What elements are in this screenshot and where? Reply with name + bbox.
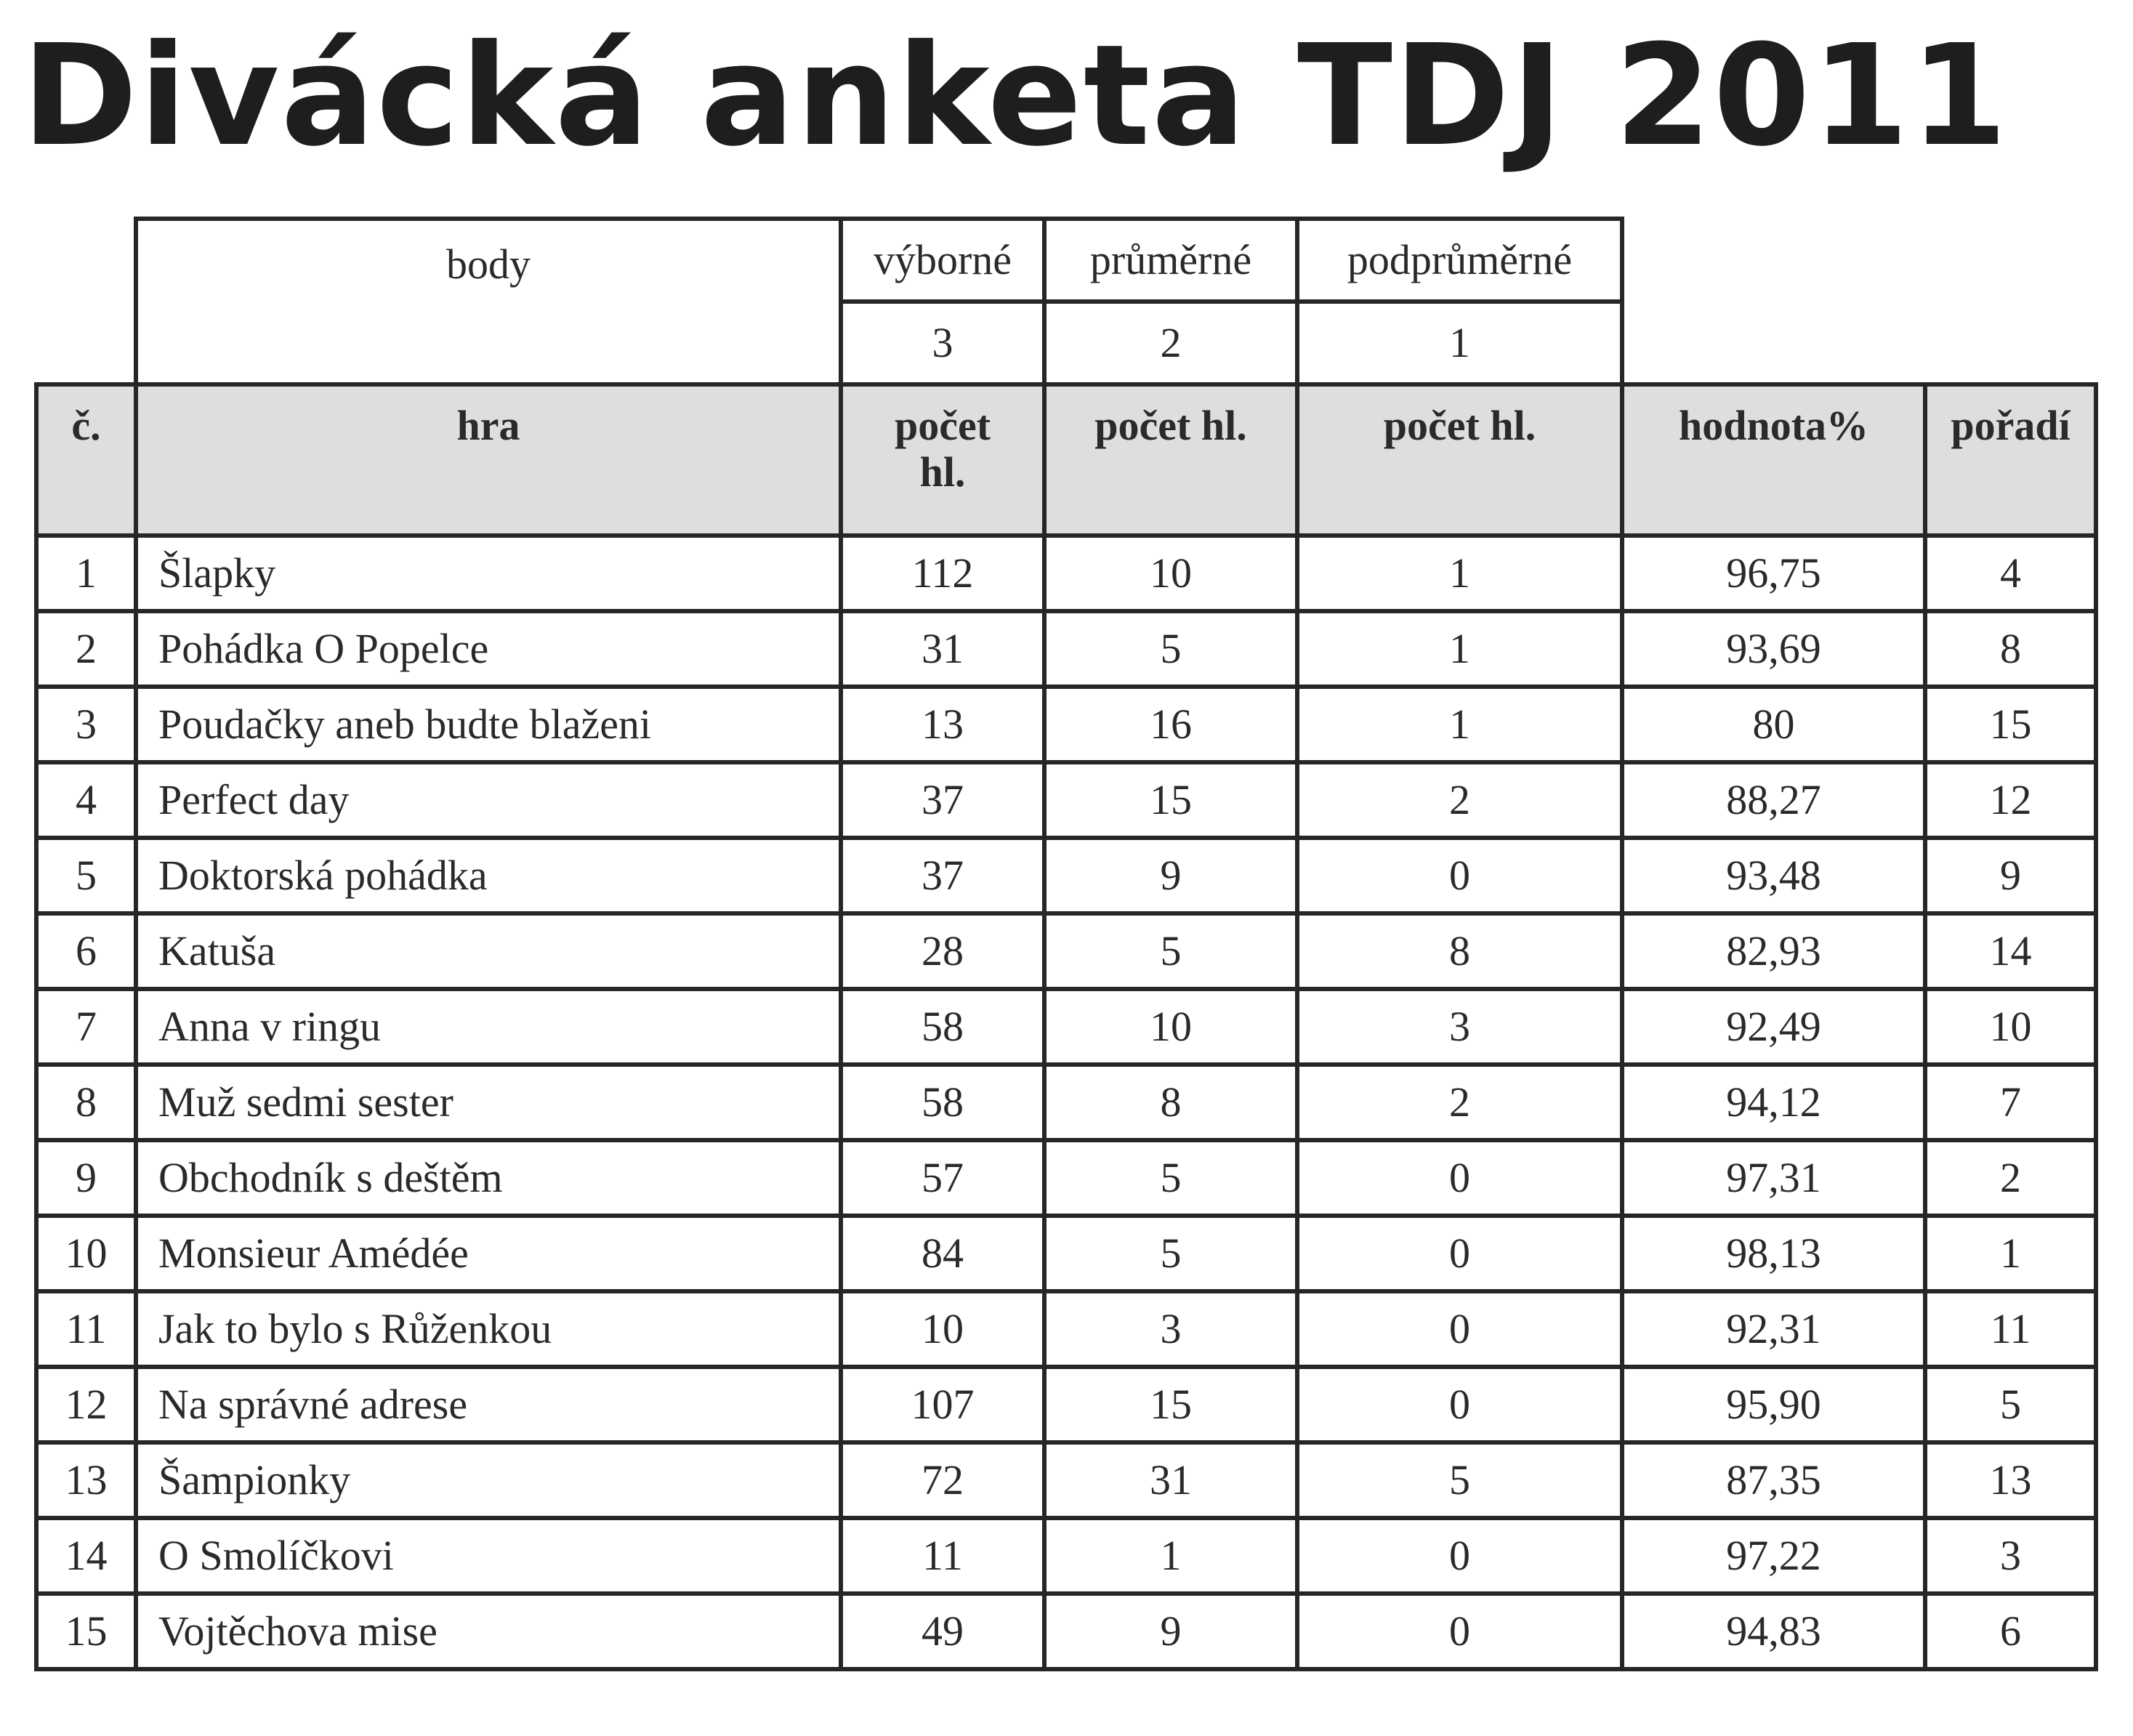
cell-votes-excellent: 49 — [841, 1594, 1044, 1669]
rating-label-average: průměrné — [1044, 219, 1297, 302]
table-row — [36, 1065, 2096, 1140]
cell-rank: 4 — [1925, 536, 2096, 611]
cell-votes-average: 10 — [1044, 989, 1297, 1065]
blank-cell — [1925, 219, 2096, 302]
cell-play-name: Poudačky aneb budte blaženi — [136, 687, 841, 762]
cell-value-percent: 95,90 — [1622, 1367, 1925, 1442]
blank-cell — [36, 302, 136, 384]
table-row — [36, 536, 2096, 611]
table-row — [36, 1140, 2096, 1216]
cell-number: 5 — [36, 838, 136, 913]
column-header-row — [36, 384, 2096, 536]
page-title: Divácká anketa TDJ 2011 — [22, 15, 2009, 177]
rating-label-excellent: výborné — [841, 219, 1044, 302]
cell-rank: 5 — [1925, 1367, 2096, 1442]
cell-votes-below-average: 0 — [1297, 838, 1622, 913]
column-header-votes-below-average: počet hl. — [1297, 384, 1622, 536]
cell-play-name: Doktorská pohádka — [136, 838, 841, 913]
cell-value-percent: 93,48 — [1622, 838, 1925, 913]
blank-cell — [36, 219, 136, 302]
cell-rank: 10 — [1925, 989, 2096, 1065]
cell-votes-below-average: 1 — [1297, 687, 1622, 762]
cell-votes-below-average: 0 — [1297, 1367, 1622, 1442]
cell-votes-excellent: 31 — [841, 611, 1044, 687]
cell-rank: 12 — [1925, 762, 2096, 838]
cell-rank: 2 — [1925, 1140, 2096, 1216]
cell-number: 2 — [36, 611, 136, 687]
cell-rank: 3 — [1925, 1518, 2096, 1594]
body-label-cell: body — [136, 219, 841, 384]
column-header-rank: pořadí — [1925, 384, 2096, 536]
rating-points-excellent: 3 — [841, 302, 1044, 384]
table-row — [36, 913, 2096, 989]
table-row — [36, 611, 2096, 687]
blank-cell — [1925, 302, 2096, 384]
table-row — [36, 1291, 2096, 1367]
cell-votes-excellent: 37 — [841, 762, 1044, 838]
cell-rank: 14 — [1925, 913, 2096, 989]
table-row — [36, 687, 2096, 762]
table-row — [36, 1442, 2096, 1518]
cell-votes-below-average: 0 — [1297, 1216, 1622, 1291]
cell-value-percent: 92,31 — [1622, 1291, 1925, 1367]
cell-votes-excellent: 58 — [841, 1065, 1044, 1140]
cell-votes-excellent: 28 — [841, 913, 1044, 989]
cell-number: 6 — [36, 913, 136, 989]
cell-votes-excellent: 13 — [841, 687, 1044, 762]
cell-value-percent: 97,31 — [1622, 1140, 1925, 1216]
cell-number: 3 — [36, 687, 136, 762]
cell-number: 15 — [36, 1594, 136, 1669]
cell-number: 4 — [36, 762, 136, 838]
rating-label-below-average: podprůměrné — [1297, 219, 1622, 302]
table-row — [36, 1518, 2096, 1594]
cell-votes-excellent: 107 — [841, 1367, 1044, 1442]
cell-votes-average: 10 — [1044, 536, 1297, 611]
cell-number: 12 — [36, 1367, 136, 1442]
cell-votes-below-average: 0 — [1297, 1140, 1622, 1216]
cell-value-percent: 93,69 — [1622, 611, 1925, 687]
cell-votes-below-average: 0 — [1297, 1291, 1622, 1367]
cell-votes-below-average: 0 — [1297, 1518, 1622, 1594]
table-row — [36, 1367, 2096, 1442]
cell-number: 7 — [36, 989, 136, 1065]
cell-rank: 7 — [1925, 1065, 2096, 1140]
cell-value-percent: 96,75 — [1622, 536, 1925, 611]
cell-votes-excellent: 37 — [841, 838, 1044, 913]
cell-play-name: Muž sedmi sester — [136, 1065, 841, 1140]
cell-votes-excellent: 112 — [841, 536, 1044, 611]
cell-votes-average: 5 — [1044, 1216, 1297, 1291]
cell-play-name: Na správné adrese — [136, 1367, 841, 1442]
cell-play-name: Vojtěchova mise — [136, 1594, 841, 1669]
cell-number: 14 — [36, 1518, 136, 1594]
cell-votes-below-average: 3 — [1297, 989, 1622, 1065]
cell-value-percent: 94,83 — [1622, 1594, 1925, 1669]
cell-play-name: Obchodník s deštěm — [136, 1140, 841, 1216]
cell-number: 11 — [36, 1291, 136, 1367]
column-header-value-percent: hodnota% — [1622, 384, 1925, 536]
cell-value-percent: 92,49 — [1622, 989, 1925, 1065]
cell-votes-average: 9 — [1044, 1594, 1297, 1669]
cell-number: 10 — [36, 1216, 136, 1291]
cell-play-name: Šampionky — [136, 1442, 841, 1518]
cell-play-name: Monsieur Amédée — [136, 1216, 841, 1291]
cell-play-name: Jak to bylo s Růženkou — [136, 1291, 841, 1367]
cell-votes-below-average: 2 — [1297, 762, 1622, 838]
cell-votes-below-average: 1 — [1297, 611, 1622, 687]
table-row — [36, 1216, 2096, 1291]
cell-votes-below-average: 1 — [1297, 536, 1622, 611]
blank-cell — [1622, 302, 1925, 384]
cell-value-percent: 98,13 — [1622, 1216, 1925, 1291]
cell-votes-below-average: 5 — [1297, 1442, 1622, 1518]
cell-votes-below-average: 2 — [1297, 1065, 1622, 1140]
cell-rank: 6 — [1925, 1594, 2096, 1669]
cell-votes-excellent: 58 — [841, 989, 1044, 1065]
column-header-votes-excellent: počet hl. — [841, 384, 1044, 536]
cell-rank: 8 — [1925, 611, 2096, 687]
cell-votes-average: 9 — [1044, 838, 1297, 913]
cell-play-name: Pohádka O Popelce — [136, 611, 841, 687]
cell-votes-below-average: 0 — [1297, 1594, 1622, 1669]
table-row — [36, 838, 2096, 913]
column-header-play: hra — [136, 384, 841, 536]
cell-value-percent: 80 — [1622, 687, 1925, 762]
table-row — [36, 1594, 2096, 1669]
cell-votes-average: 3 — [1044, 1291, 1297, 1367]
cell-number: 13 — [36, 1442, 136, 1518]
cell-votes-excellent: 84 — [841, 1216, 1044, 1291]
cell-votes-average: 5 — [1044, 913, 1297, 989]
rating-points-average: 2 — [1044, 302, 1297, 384]
cell-votes-average: 15 — [1044, 1367, 1297, 1442]
cell-votes-excellent: 72 — [841, 1442, 1044, 1518]
cell-votes-average: 16 — [1044, 687, 1297, 762]
cell-value-percent: 97,22 — [1622, 1518, 1925, 1594]
cell-number: 8 — [36, 1065, 136, 1140]
cell-votes-average: 15 — [1044, 762, 1297, 838]
cell-votes-average: 1 — [1044, 1518, 1297, 1594]
cell-votes-average: 8 — [1044, 1065, 1297, 1140]
table-row — [36, 762, 2096, 838]
blank-cell — [1622, 219, 1925, 302]
column-header-votes-average: počet hl. — [1044, 384, 1297, 536]
table-row — [36, 989, 2096, 1065]
header-row-ratings — [36, 219, 2096, 302]
cell-votes-excellent: 10 — [841, 1291, 1044, 1367]
cell-votes-below-average: 8 — [1297, 913, 1622, 989]
cell-votes-average: 5 — [1044, 1140, 1297, 1216]
cell-rank: 11 — [1925, 1291, 2096, 1367]
cell-rank: 13 — [1925, 1442, 2096, 1518]
cell-rank: 15 — [1925, 687, 2096, 762]
cell-rank: 1 — [1925, 1216, 2096, 1291]
cell-votes-average: 31 — [1044, 1442, 1297, 1518]
cell-value-percent: 87,35 — [1622, 1442, 1925, 1518]
cell-votes-excellent: 11 — [841, 1518, 1044, 1594]
cell-votes-average: 5 — [1044, 611, 1297, 687]
cell-number: 9 — [36, 1140, 136, 1216]
results-table — [34, 217, 2098, 1671]
cell-play-name: Katuša — [136, 913, 841, 989]
cell-value-percent: 94,12 — [1622, 1065, 1925, 1140]
cell-votes-excellent: 57 — [841, 1140, 1044, 1216]
cell-value-percent: 88,27 — [1622, 762, 1925, 838]
column-header-number: č. — [36, 384, 136, 536]
cell-rank: 9 — [1925, 838, 2096, 913]
cell-value-percent: 82,93 — [1622, 913, 1925, 989]
cell-play-name: Perfect day — [136, 762, 841, 838]
cell-number: 1 — [36, 536, 136, 611]
cell-play-name: Šlapky — [136, 536, 841, 611]
cell-play-name: Anna v ringu — [136, 989, 841, 1065]
cell-play-name: O Smolíčkovi — [136, 1518, 841, 1594]
rating-points-below-average: 1 — [1297, 302, 1622, 384]
